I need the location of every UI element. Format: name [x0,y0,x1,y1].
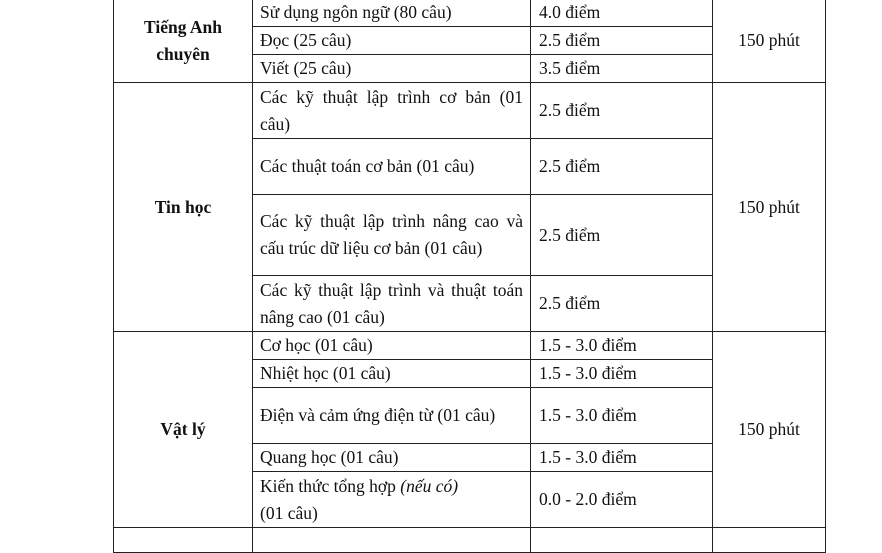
content-cell: Điện và cảm ứng điện từ (01 câu) [253,388,531,444]
content-main: Kiến thức tổng hợp [260,475,396,496]
table-row [114,83,826,139]
table-row [114,528,826,553]
score-cell: 2.5 điểm [531,276,713,332]
empty-cell [531,528,713,553]
subject-cell: Tiếng Anh chuyên [114,0,253,83]
content-note: (nếu có) [400,475,459,496]
time-cell: 150 phút [713,83,826,332]
table-row [114,0,826,27]
score-cell: 1.5 - 3.0 điểm [531,332,713,360]
content-cell: Cơ học (01 câu) [253,332,531,360]
content-cell: Nhiệt học (01 câu) [253,360,531,388]
content-cell: Viết (25 câu) [253,55,531,83]
score-cell: 0.0 - 2.0 điểm [531,472,713,528]
score-cell: 1.5 - 3.0 điểm [531,360,713,388]
score-cell: 3.5 điểm [531,55,713,83]
time-cell: 150 phút [713,332,826,528]
score-cell: 4.0 điểm [531,0,713,27]
content-cell: Đọc (25 câu) [253,27,531,55]
content-cell: Quang học (01 câu) [253,444,531,472]
empty-cell [713,528,826,553]
content-cell: Sử dụng ngôn ngữ (80 câu) [253,0,531,27]
score-cell: 1.5 - 3.0 điểm [531,444,713,472]
content-cell [253,472,531,528]
score-cell: 1.5 - 3.0 điểm [531,388,713,444]
empty-cell [114,528,253,553]
subject-cell: Tin học [114,83,253,332]
score-cell: 2.5 điểm [531,195,713,276]
table-row [114,332,826,360]
score-cell: 2.5 điểm [531,27,713,55]
exam-structure-table [113,0,826,553]
score-cell: 2.5 điểm [531,139,713,195]
content-cell: Các kỹ thuật lập trình nâng cao và cấu trúc dữ liệu cơ bản (01 câu) [253,195,531,276]
content-tail: (01 câu) [260,502,318,523]
subject-cell: Vật lý [114,332,253,528]
time-cell: 150 phút [713,0,826,83]
empty-cell [253,528,531,553]
score-cell: 2.5 điểm [531,83,713,139]
content-cell: Các kỹ thuật lập trình và thuật toán nâng cao (01 câu) [253,276,531,332]
content-cell: Các thuật toán cơ bản (01 câu) [253,139,531,195]
content-cell: Các kỹ thuật lập trình cơ bản (01 câu) [253,83,531,139]
